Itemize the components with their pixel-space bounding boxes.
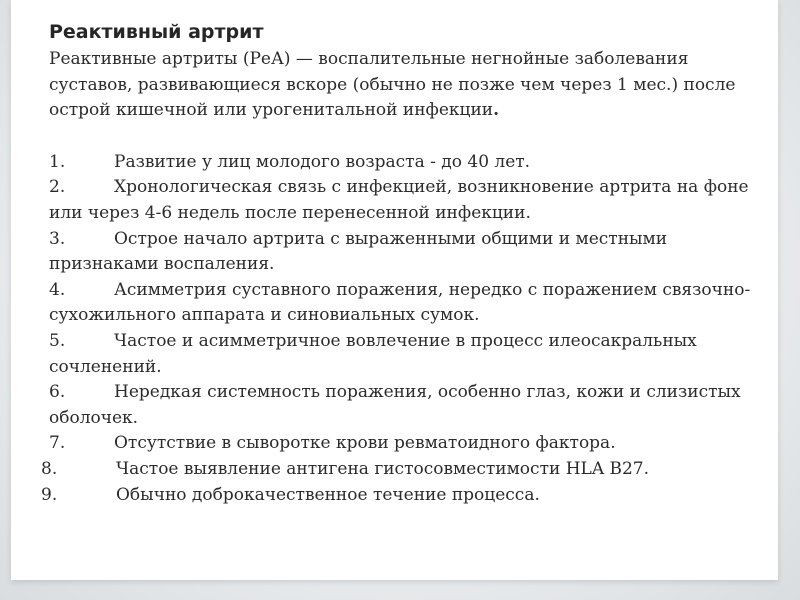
list-item-text: Частое и асимметричное вовлечение в процесс илеосакральных сочленений. (49, 330, 697, 377)
list-item-text: Развитие у лиц молодого возраста - до 40 лет. (114, 151, 531, 172)
list-item-number: 6. (49, 382, 66, 403)
list-item-text: Частое выявление антигена гистосовместимости HLA B27. (116, 458, 650, 479)
list-item-number: 9. (41, 484, 58, 505)
slide-content (41, 20, 764, 508)
list-item-4 (49, 278, 764, 329)
list-item-text: Обычно доброкачественное течение процесса. (116, 484, 540, 505)
list-item-text: Хронологическая связь с инфекцией, возникновение артрита на фоне или через 4-6 недель после перенесенной инфекции. (49, 177, 749, 223)
list-item-5 (49, 329, 764, 380)
list-item-number: 1. (49, 151, 66, 172)
intro-end: . (493, 100, 500, 121)
list-item-number: 2. (49, 177, 66, 198)
list-item-1 (49, 150, 764, 176)
list-item-number: 5. (49, 330, 66, 351)
list-item-text: Асимметрия суставного поражения, нередко с поражением связочно-сухожильного аппарата и синовиальных сумок. (49, 279, 751, 326)
list-item-2 (49, 175, 764, 226)
list-item-number: 4. (49, 279, 66, 300)
list-item-text: Острое начало артрита с выраженными общими и местными признаками воспаления. (49, 228, 668, 275)
intro-text: Реактивные артриты (РеА) — воспалительные негнойные заболевания суставов, развивающиеся вскоре (обычно не позже чем через 1 мес.) после острой кишечной или урогенитальной инфекции (49, 49, 736, 121)
list-item-6 (49, 380, 764, 431)
paragraph-gap (49, 124, 764, 150)
slide-title: Реактивный артрит (49, 21, 264, 43)
list-item-9 (41, 483, 764, 509)
list-item-7 (49, 431, 764, 457)
list-item-text: Отсутствие в сыворотке крови ревматоидного фактора. (114, 433, 616, 454)
list-item-text: Нередкая системность поражения, особенно глаз, кожи и слизистых оболочек. (49, 382, 741, 428)
intro-paragraph (49, 47, 764, 124)
list-item-number: 8. (41, 458, 58, 479)
slide-card (11, 0, 778, 580)
list-item-number: 3. (49, 228, 66, 249)
list-item-3 (49, 227, 764, 278)
list-item-8 (41, 457, 764, 483)
list-item-number: 7. (49, 433, 66, 454)
